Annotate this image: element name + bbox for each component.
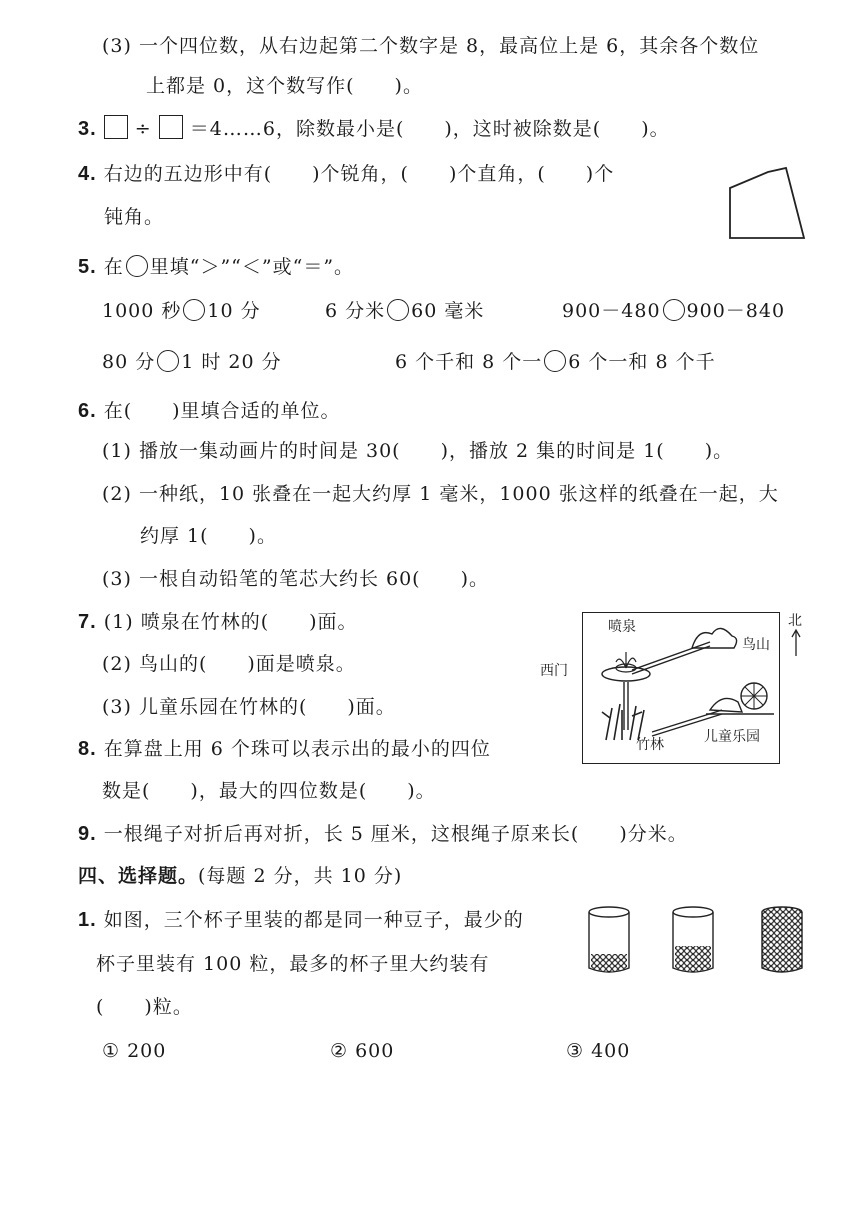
dividend-box[interactable] <box>104 115 128 139</box>
q5-title-a: 在 <box>103 256 124 278</box>
q5-1-left: 1000 秒 <box>102 300 182 322</box>
q5-4-right: 1 时 20 分 <box>181 351 282 373</box>
q5-item-5 <box>395 348 716 376</box>
q9-text: 一根绳子对折后再对折，长 5 厘米，这根绳子原来长( )分米。 <box>103 823 688 845</box>
north-arrow-icon <box>790 628 802 658</box>
q3-line <box>78 115 670 143</box>
section-4-heading <box>78 862 402 890</box>
map-label-playground: 儿童乐园 <box>704 729 760 745</box>
divisor-box[interactable] <box>159 115 183 139</box>
q5-5-right: 6 个一和 8 个千 <box>568 351 716 373</box>
map-label-fountain: 喷泉 <box>608 619 636 635</box>
q8-line1 <box>78 735 491 763</box>
c1-line1 <box>78 906 524 934</box>
q9-line <box>78 820 688 848</box>
q6-sub-2-line2: 约厚 1( )。 <box>140 525 277 547</box>
section-4-title: 四、选择题。 <box>78 865 199 887</box>
section-4-note: (每题 2 分，共 10 分) <box>198 865 403 887</box>
q5-item-1 <box>102 297 261 325</box>
c1-option-1[interactable]: ① 200 <box>102 1040 167 1062</box>
q3-number: 3. <box>78 118 97 140</box>
c1-number: 1. <box>78 909 97 931</box>
answer-circle[interactable] <box>183 299 205 321</box>
q7-sub-2: (2) 鸟山的( )面是喷泉。 <box>102 653 356 675</box>
q9-number: 9. <box>78 823 97 845</box>
q7-sub-3: (3) 儿童乐园在竹林的( )面。 <box>102 696 396 718</box>
answer-circle[interactable] <box>387 299 409 321</box>
q6-sub-1: (1) 播放一集动画片的时间是 30( )，播放 2 集的时间是 1( )。 <box>102 440 734 462</box>
q5-item-4 <box>102 348 282 376</box>
q4-text: 右边的五边形中有( )个锐角，( )个直角，( )个 <box>103 163 615 185</box>
c1-option-3[interactable]: ③ 400 <box>566 1040 631 1062</box>
q7-number: 7. <box>78 611 97 633</box>
q7-sub-1-text: (1) 喷泉在竹林的( )面。 <box>103 611 358 633</box>
cup-1 <box>589 907 629 972</box>
cup-2 <box>673 907 713 972</box>
map-label-bamboo: 竹林 <box>636 737 664 753</box>
c1-line3: ( )粒。 <box>96 996 193 1018</box>
q5-item-2 <box>325 297 484 325</box>
q4-line1 <box>78 160 614 188</box>
q8-text: 在算盘上用 6 个珠可以表示出的最小的四位 <box>103 738 491 760</box>
q6-title <box>78 397 341 425</box>
division-sign: ÷ <box>134 118 152 140</box>
c1-line2: 杯子里装有 100 粒，最多的杯子里大约装有 <box>96 953 490 975</box>
q3-text: ＝4……6，除数最小是( )，这时被除数是( )。 <box>189 118 670 140</box>
answer-circle[interactable] <box>157 350 179 372</box>
q5-number: 5. <box>78 256 97 278</box>
q5-title-b: 里填“＞”“＜”或“＝”。 <box>149 256 355 278</box>
q4-line2: 钝角。 <box>104 206 165 228</box>
q8-line2: 数是( )，最大的四位数是( )。 <box>102 780 436 802</box>
bean-cups-figure <box>582 900 842 980</box>
q5-3-left: 900－480 <box>562 300 661 322</box>
q6-sub-2-line1: (2) 一种纸，10 张叠在一起大约厚 1 毫米，1000 张这样的纸叠在一起，大 <box>102 483 779 505</box>
c1-text-1: 如图，三个杯子里装的都是同一种豆子，最少的 <box>103 909 524 931</box>
q7-sub-1 <box>78 608 358 636</box>
q5-2-right: 60 毫米 <box>411 300 485 322</box>
map-label-west-gate: 西门 <box>540 663 568 679</box>
q5-title <box>78 253 354 281</box>
q8-number: 8. <box>78 738 97 760</box>
answer-circle[interactable] <box>544 350 566 372</box>
q5-4-left: 80 分 <box>102 351 156 373</box>
map-label-north: 北 <box>788 613 802 629</box>
q5-3-right: 900－840 <box>686 300 786 322</box>
q2-3-line1: (3) 一个四位数，从右边起第二个数字是 8，最高位上是 6，其余各个数位 <box>102 35 760 57</box>
q6-sub-3: (3) 一根自动铅笔的笔芯大约长 60( )。 <box>102 568 489 590</box>
q2-3-line2: 上都是 0，这个数写作( )。 <box>146 75 423 97</box>
compare-circle-icon <box>126 255 148 277</box>
pentagon-figure <box>722 164 812 244</box>
q5-5-left: 6 个千和 8 个一 <box>395 351 543 373</box>
cup-3 <box>762 907 802 972</box>
q6-number: 6. <box>78 400 97 422</box>
q6-title-text: 在( )里填合适的单位。 <box>103 400 341 422</box>
q5-2-left: 6 分米 <box>325 300 386 322</box>
c1-option-2[interactable]: ② 600 <box>330 1040 395 1062</box>
q5-item-3 <box>562 297 785 325</box>
q4-number: 4. <box>78 163 97 185</box>
q5-1-right: 10 分 <box>207 300 261 322</box>
answer-circle[interactable] <box>663 299 685 321</box>
map-label-bird-hill: 鸟山 <box>742 637 770 653</box>
